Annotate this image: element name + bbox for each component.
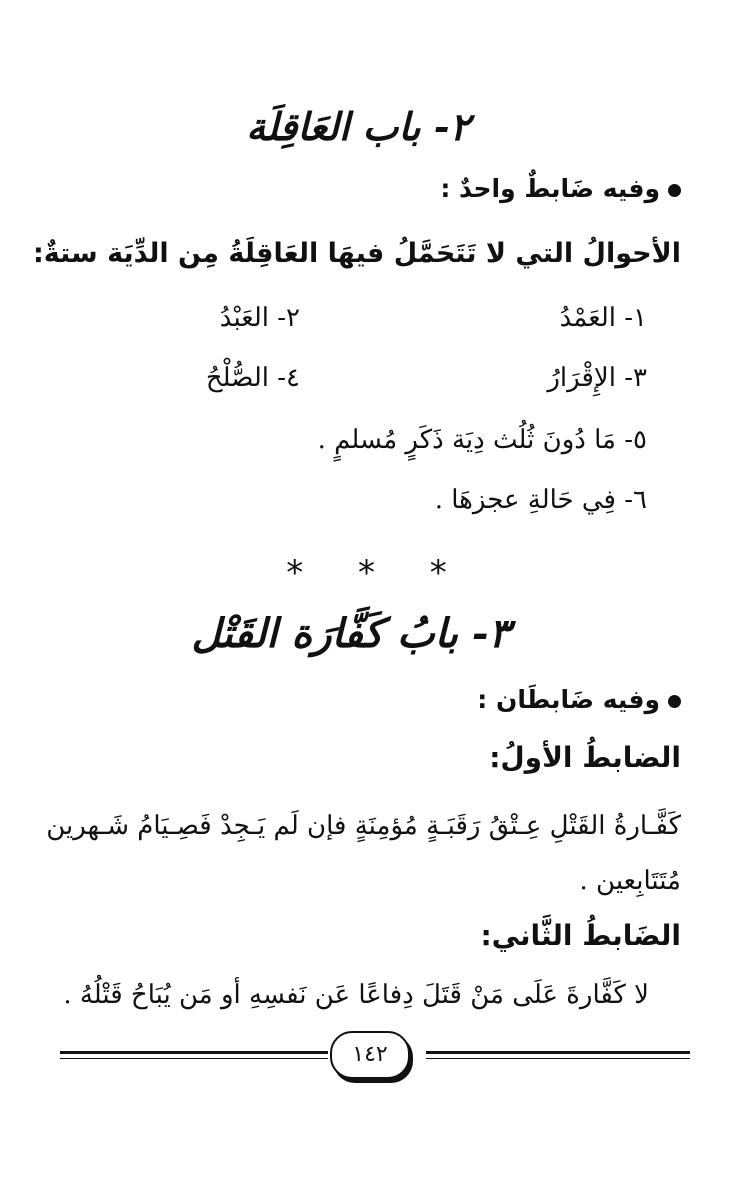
rules-count-line (477, 687, 681, 712)
list-item: ٣- الإِقْرَارُ (547, 363, 647, 393)
rules-count-text: وفيه ضَابطٌ واحدٌ : (440, 174, 660, 203)
bullet-dot-icon (668, 184, 681, 197)
footer-rule-left-thin (60, 1058, 328, 1059)
footer-rule-right (426, 1051, 690, 1054)
rules-count-text: وفيه ضَابطَان : (477, 685, 660, 714)
list-item: ٥- مَا دُونَ ثُلُث دِيَة ذَكَرٍ مُسلمٍ . (317, 425, 647, 455)
list-item: ٦- فِي حَالةِ عجزهَا . (434, 485, 647, 515)
bullet-dot-icon (668, 695, 681, 708)
rule-text-line: لا كَفَّارةَ عَلَى مَنْ قَتَلَ دِفاعًا عَن نَفسِهِ أو مَن يُبَاحُ قَتْلُهُ . (63, 980, 649, 1010)
chapter-title-aqila: ٢- باب العَاقِلَة (246, 104, 470, 149)
rule-text-line: كَفَّـارةُ القَتْلِ عِـتْقُ رَقَبَـةٍ مُؤمِنَةٍ فإن لَم يَـجِدْ فَصِـيَامُ شَـهرين (46, 811, 681, 841)
list-item: ١- العَمْدُ (559, 303, 647, 333)
chapter-title-kaffara: ٣- بابُ كَفَّارَة القَتْل (191, 610, 510, 657)
list-item: ٢- العَبْدُ (219, 303, 300, 333)
rule-text-line: مُتَتَابِعين . (579, 866, 681, 896)
page-number: ١٤٢ (330, 1031, 410, 1079)
section-separator: * * * (286, 553, 469, 593)
footer-rule-right-thin (426, 1058, 690, 1059)
rules-count-line (440, 176, 681, 201)
list-item: ٤- الصُّلْحُ (205, 363, 300, 393)
rule-heading: الضَابطُ الثَّاني: (480, 919, 681, 952)
intro-line: الأحوالُ التي لا تَتَحَمَّلُ فيهَا العَاقِلَةُ مِن الدِّيَة ستةٌ: (32, 238, 681, 269)
rule-heading: الضابطُ الأولُ: (489, 741, 681, 774)
footer-rule-left (60, 1051, 328, 1054)
